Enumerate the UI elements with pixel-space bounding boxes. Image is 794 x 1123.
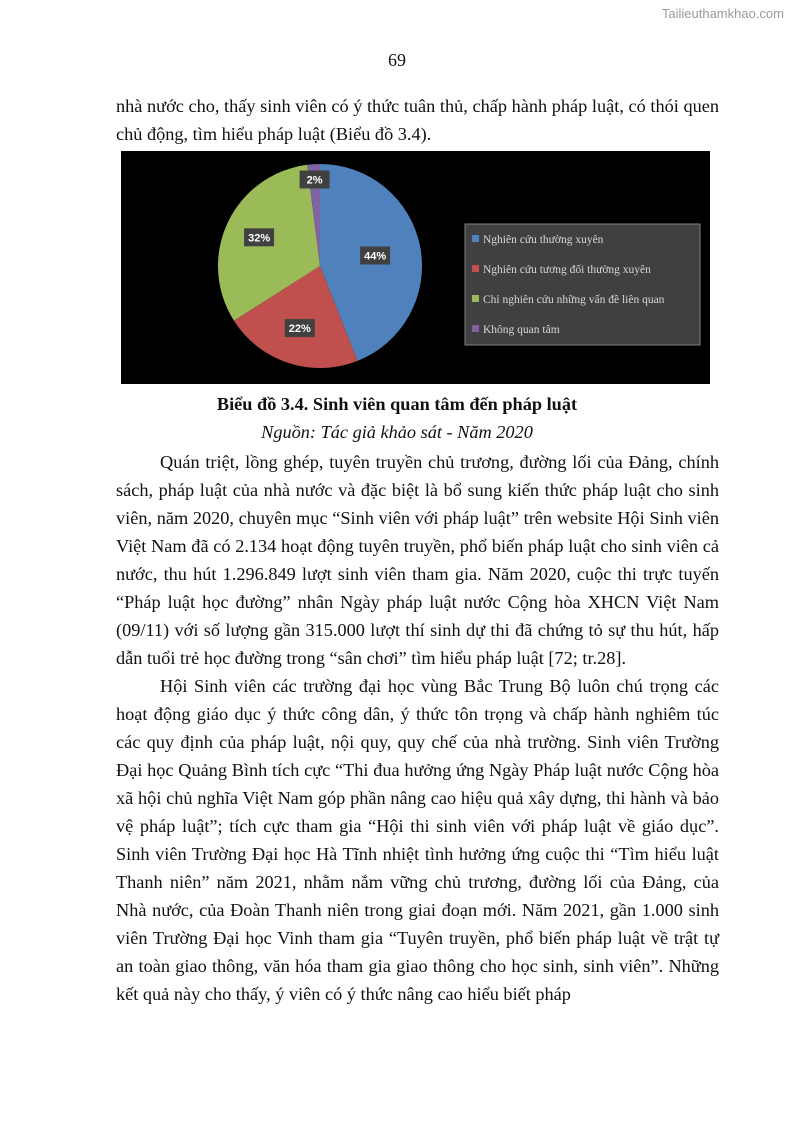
legend-entry: Không quan tâm	[483, 324, 560, 336]
pie-data-label: 32%	[248, 232, 271, 245]
pie-chart-svg	[121, 151, 710, 384]
body-paragraph-1: Quán triệt, lồng ghép, tuyên truyền chủ trương, đường lối của Đảng, chính sách, pháp luật của nhà nước và đặc biệt là bổ sung kiến thức pháp luật cho sinh viên, năm 2020, chuyên mục “Sinh viên với pháp luật” trên website Hội Sinh viên Việt Nam đã có 2.134 hoạt động tuyên truyền, phổ biến pháp luật cho sinh viên cả nước, thu hút 1.296.849 lượt sinh viên tham gia. Năm 2020, cuộc thi trực tuyến “Pháp luật học đường” nhân Ngày pháp luật nước Cộng hòa XHCN Việt Nam (09/11) với số lượng gần 315.000 lượt thí sinh dự thi đã chứng tỏ sự thu hút, hấp dẫn tuổi trẻ học đường trong “sân chơi” tìm hiểu pháp luật [72; tr.28].	[116, 452, 719, 668]
legend-swatch	[472, 325, 479, 332]
pie-data-label: 2%	[306, 174, 323, 187]
legend-swatch	[472, 235, 479, 242]
legend-swatch	[472, 295, 479, 302]
legend-entry: Nghiên cứu tương đối thường xuyên	[483, 264, 651, 276]
pie-chart	[121, 151, 710, 384]
page-number: 69	[388, 50, 406, 70]
figure-caption: Biểu đồ 3.4. Sinh viên quan tâm đến pháp luật	[216, 394, 578, 414]
legend-entry: Nghiên cứu thường xuyên	[483, 234, 604, 246]
legend-swatch	[472, 265, 479, 272]
intro-paragraph: nhà nước cho, thấy sinh viên có ý thức tuân thủ, chấp hành pháp luật, có thói quen chủ động, tìm hiểu pháp luật (Biểu đồ 3.4).	[116, 96, 719, 144]
chart-legend	[465, 224, 700, 345]
watermark: Tailieuthamkhao.com	[661, 6, 784, 21]
pie-slices	[218, 164, 422, 368]
body-paragraph-2: Hội Sinh viên các trường đại học vùng Bắc Trung Bộ luôn chú trọng các hoạt động giáo dục ý thức công dân, ý thức tôn trọng và chấp hành nghiêm túc các quy định của pháp luật, nội quy, quy chế của nhà trường. Sinh viên Trường Đại học Quảng Bình tích cực “Thi đua hưởng ứng Ngày Pháp luật nước Cộng hòa xã hội chủ nghĩa Việt Nam góp phần nâng cao hiệu quả xây dựng, thi hành và bảo vệ pháp luật”; tích cực tham gia “Hội thi sinh viên với pháp luật về giáo dục”. Sinh viên Trường Đại học Hà Tĩnh nhiệt tình hưởng ứng cuộc thi “Tìm hiểu luật Thanh niên” năm 2021, nhằm nắm vững chủ trương, đường lối của Đảng, của Nhà nước, của Đoàn Thanh niên trong giai đoạn mới. Năm 2021, gần 1.000 sinh viên Trường Đại học Vinh tham gia “Tuyên truyền, phổ biến pháp luật về trật tự an toàn giao thông, văn hóa tham gia giao thông cho học sinh, sinh viên”. Những kết quả này cho thấy, ý viên có ý thức nâng cao hiểu biết pháp	[116, 676, 719, 1004]
figure-source: Nguồn: Tác giả khảo sát - Năm 2020	[261, 422, 533, 442]
pie-data-label: 44%	[364, 250, 387, 263]
pie-data-label: 22%	[288, 323, 311, 336]
legend-entry: Chỉ nghiên cứu những vấn đề liên quan	[483, 294, 665, 306]
